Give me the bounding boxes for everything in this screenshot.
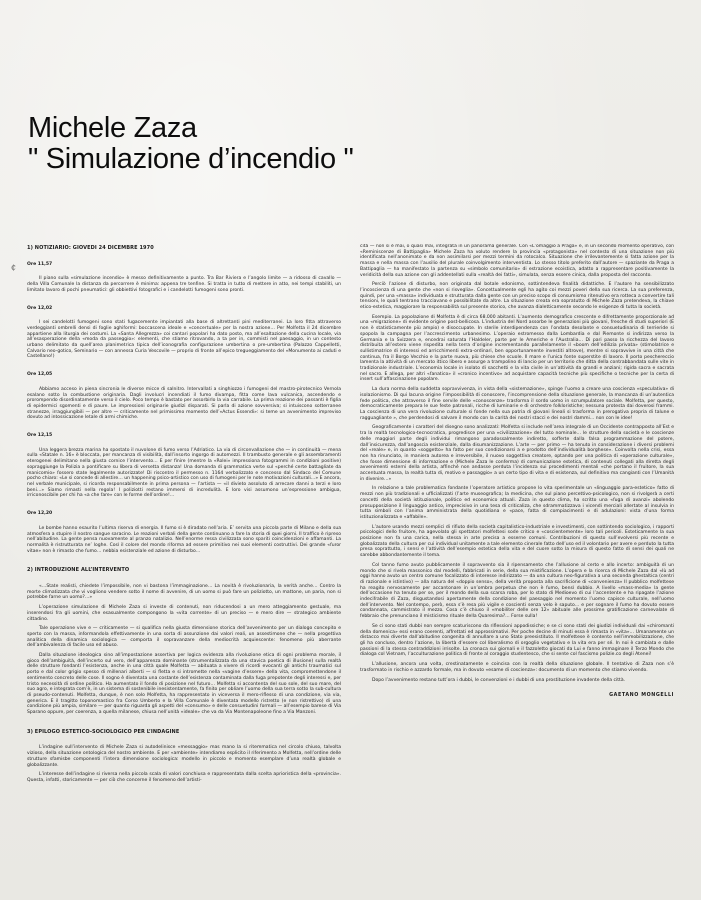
left-column [27, 244, 341, 892]
paragraph: Esempio. La popolazione di Molfetta è di circa 68.000 abitanti. L’aumento demografico crescente e difrettamente proporzionale ad una «migrazione» di evidente origine post-bellicosa. L’industria del Nord assorbe le generazioni più giovani, fresche di studi superiori (E non è statisticamente più ampio) e disoccupate. In sterile interdipendenza con l’ondata desolante e consuetudinaria di terrieride si spopola la campagna per l’accrescimento urbanesimo. L’operaio estromesso dalla Lombardia e dal Piemonte si indirizza verso la Germania e la Svizzera e, encedrai saturata l’Haldeler, parte per le Americhe e l’Australia… Di pari passo la ricchezza del lavoro distribuita all’estero viene rispedita nella terra d’origine incrementando parallelamente il «boom dell’edilizia privata» (stimolatrice e sullistimatrice di interessi ed arricchimenti extra-ordinari, ben opportunamente investiti altrove), mentre si sopravvive in una città che continua, fra il Borgo Vecchio e la parte nuova, più chiese che scuole. Il mare e l’unica fonte superstite di lavoro. Il porto peschereccio lamenta la attività di un mercato ittico libero e assurge a trampolino di lancio per un territorio che ditta della contrabbandata sulle vite in tradizionale industriale. L’economia locale in isolato di sacchetti e la vita civile in un’attività da grandi e anziani; rigida sacra e sacrata nel sacro. E allega, per altri «fanatico» il «cronico incentivo» ad acquistare capacità tecniche più specifiche o tecniche per la certa di insert sull’affascinazione popolare. [360, 314, 674, 383]
margin-mark: ¢ [11, 263, 17, 272]
entry-1202 [27, 306, 341, 361]
paragraph: L’interesse dell’indagine si riversa nella piccola scala di valori conchiusa e rappresentata dalla scelta aprioristica della «provincia». Questa, infatti, storicamente — per ciò che concerne il fenomeno dell’artisti- [27, 772, 341, 783]
work-title: " Simulazione d’incendio " [28, 143, 354, 175]
paragraph: L’indagine sull’intervento di Michele Zaza si autodelinisce «messaggio» mas mano la si ritemmatica nel circolo chiuso, talvolta vizioso, della situazione ontologica del nostro ambiente. E per «ambiente» intendiamo esplicito il riferimento a Molfetta, nell’ordine delle strutture sfamisbe componenti l’intera dimensione sociologica: modello in piccolo e momento esemplare d’una realtà globale e globalizzante. [27, 745, 341, 768]
entry-text: Abbiamo acceso in piena sincronia le diverse micce di salnitro. Intervallati a singhiozzo i fumogeni del mastro-pirotecnico Vernola esalano sotto la combustione originaria. Dagli involucri incendiati il fumo divampa, fitta come lava vulcanica, ascendendo e prorompendo disordinatamente verso il cielo. Poco tempo è bastato per assorbirlo la via carrabile. La prima reazione dei passanti è figlia di epidermici sgomenti e di paure. Le impressioni originarie giudizi disparati. Si parla di azione sovversiva; si intuiscono sotterranee stranezze, irraggiungibili — per altre — criticamente nel primissimo momento dell’«Actus Essendi»: si teme un avvenimento impreviso dovuto ad intossicazione letale di armi chimiche. [27, 386, 341, 421]
paragraph: Col tanno fumo avuto pubblicamente il sopravvento sia il ripensamento che l’allusione al certo e allo incerto: ambiguità di un mondo che si rivela massonico dal modelli, fabbricati in serie, della sua mistificazione. L’opera e la ricerca di Michele Zaza dal «Iù ad oggi hanno avuto un centro comune focalizzato di interesse indirizzato — da una cultura neo-figurativa a una seconda ghestaltica (centri di razionale e istintivo) — alla natura del «doppio senso», della verità proposta alla sacrificione di «convenienza» Il pubblico molfettese ha reagito nervosamente per accantonare in un’ombra perpetua che non è fumo, bensì dubbio. A livello «mass-media» la gente dell’occasione ha tenuto per se, per il mondo della sua scarsa roba, per lo stato di Medioevo di cui l’accentente e ha ripagate l’azione indecifrabile di Zaza, disgustandosi apertamente della condizione del paesaggio nel momento l’uomo capisce culturale, nell’uomo dell’intervento. Nel contempo, però, essa s’è resa più vigile e coscienti senza velo è saputo… e per sognare il fumo ha dovuto essere condannata, cammistrato il mezzo. Cosa c’è chiuso il «mobiliter delle ore 12» abituale alle prossime gratificazione carnevalate di febbraio che prenunciano il misticismo rituale della Quaresima?… Forse sulla! [360, 562, 674, 620]
entry-text: Una leggera brezza marina ha spostato il nuvolone di fumo verso l’Adriatico. La via di circonvallazione che — in continuità — mena sulla «Statale n. 16» è bloccata, per mancanza di visibilità, dall’insorto ingorgo di automezzi. Il trambusto generale e gli assembramenti eterogenei delimitano nella giusta cornice l’intervento… E per finire (mentre la «Rolei» impressiona fotogrammi in condizioni positive) sopraggiunge la Polizia a pontificare su libera di versetta distanza! Una domanda di grammatica verte sul «perché certe battagliate da manicomio» fossero state legalmente autorizzate! Di riscontro il permesso n. 1164 verbalizzato e concesso dal Sindaco del Comune pocho chiaro: «Le si concede di allestire… un happening psico-artistico con uso di fumogeni per le note motivazioni culturali…» E ancora, nel verbale municipale, si ricorda responsabilmente in prima persona — l’artista — «il divieto assoluto di arrecare danni a terzi e loro beni…» Siamo rimasti nella regola! I poliziotti restano immersi di incredulità. E loro visi assumono un’espressione ambigua, irriconoscibile per chi ha «a che fare» con le forme dell’ordine!… [27, 447, 341, 499]
entry-1205 [27, 372, 341, 421]
entry-time: Ore 12,02 [27, 305, 53, 311]
paragraph: L’allusione, ancora una volta, crestinatamente e coincisa con la realtà della situazione globale. Il tentativo di Zaza non s’è trasformato in rischio e azzardo formale, ma in dovuto «esame di coscienza»: documento di un momento che stiamo vivendo. [360, 662, 674, 673]
paragraph: Tale operazione vive e — criticamente — si qualifica nella giusta dimensione storica dell’avvenimento per un dialogo concepito e sperto con la massa, informandola effettivamente in una sorta di assunzione dai valori reali, un assestimone che — nella progettiva analitica della dinamica sociologica — comporta il sopravanzare della mediocrità acquiescente: fenomeno più aberrante dell’ambivalenza di facile uso ed abuso. [27, 626, 341, 649]
entry-1157 [27, 262, 341, 294]
entry-1220 [27, 511, 341, 554]
section-heading-notiziario: 1) NOTIZIARIO: GIOVEDI 24 DICEMBRE 1970 [27, 245, 154, 251]
paragraph: «…State realisti, chiedete l’impossibile, non vi bastona l’immaginazione… La novità è rivoluzionaria, la verità anche… Contro la morte climatizzata che vi vogliono vendere sotto il nome di avvenire, di un uomo si può fare un poliziotto, un mattone, un paria, non si potrebbe farne un uomo?…» [27, 584, 341, 601]
paragraph: In relazione a tale problematica fondante l’operatore artistico propone lo vita sperimentale un «linguaggio para-estetico» fatto di mezzi non più tradizionali e ufficializzati (l’arte museografica; la medicina, che sul piano percettivo-psicologico, non si rivolgerà a certi concetti della società istituzionale, politico ed economico attuali. Zaza in questo clima, ha scritto una «fuga di avanzi» abolendo prosupposizione il linguaggio antico, imprecisivo in una tesa di criticaliza, che sdrammatizzava i vicendi merciali allertate al insulvia in tutta simboli con l’anima amministrata della quotidiana e «pace, fatta di compiacimenti e di adulazioni: vista d’una forma istituzionalizzata e «affabile». [360, 486, 674, 520]
paragraph: Dopo l’avvenimento restano tutt’ora i dubbi, le convenzioni e i dubbi di una prostituzione invadente della città. [372, 677, 626, 683]
paragraph: L’operazione simulazione di Michele Zaza si investe di contenuti, non riducendosi a un mero atteggiamento gestuale, ma inserendosi fra gli uomini, che esasualmente compongono la «vita corrente» di un preciso — e mero dire — strategico ambiente cittadino. [27, 605, 341, 622]
entry-time: Ore 11,57 [27, 261, 53, 267]
author-signature: GAETANO MONGELLI [609, 693, 674, 699]
paragraph: cità — non si è mai, o quasi mai, integrata in un panorama generale. Con «L’omaggio a Praga» e, in un secondo momento operativo, con «Reminiscenze di Battipaglia» Michele Zaza ha voluto rendere la provincia «protagonista» nel contesto di una situazione non più identificata nell’anonimato e da non assimilarsi per mezzi termini da rotocalco. Situazione che irrilevantemente si fatta azione per la massa e nella massa con l’ausilio del plurale coinvolgimento interventista. Lo stesso titolo preferito dall’autore — spaziante da Praga a Battipaglia — ha manifestato la partenza su «simbolo comunitario» di estrazione ecoistica, adatto a rappresentare positivamente la veridicità della sua azione con gli addentellati sulla «realtà dei fatti», simulata, senza essere cinica, dalla proposta del racconto. [360, 244, 674, 278]
entry-text: I sei candelotti fumogeni sono stati fugacemente impiantati alla base di altrettanti pini mediterranei. La loro fitta attraverso verdeggianti ombrelli densi di foglie aghiformi: boccascena ideale e «concertuale» per la nostra azione… Per Molfetta il 24 dicembre appartiene alla liturgia dei costumi. La «Santa Allegrezza» coi cantari popolari ha dato posto, ma all’esaltazione della cucina locale, via all’esasperazione della «moda da passeggio»: elementi, che stiamo ritrovando, a ta per in, commisti nel paesaggio, in un contesto urbano delimitato da quell’area planimetrica tipica dell’iconografia configurazione umbertina o pre-umbertina (Palazzo Cappelletti, Calvario neo-gotico, Seminario — con annessa Curia Vescovile — proprio di fronte all’epico tregueggiamento del «Monumento ai caduti e Castellano!) [27, 320, 341, 360]
author-name: Michele Zaza [28, 112, 197, 144]
right-column [360, 244, 674, 892]
section-heading-epilogo: 3) EPILOGO ESTETICO-SOCIOLOGICO PER L’INDAGINE [27, 728, 180, 735]
entry-1215 [27, 433, 341, 499]
entry-text: Le bombe hanno esaurito l’ultima riserva di energia. Il fumo si è diradato nell’aria. E’ servita una piccola parte di Milano e della sua atmosfera a stupire il nostro sangue saracino. Le reazioni verbali della gente continuano a fare la storia di quei giorni. Il traffico è ripreso nell’abitudine. La gente pensa nuovamente al pranzo natalizio. Nell’enorme ressa civilizzata sono spariti coincidenzioni e affamanti. La normalità è ristrutturata ne’ loghe. Così il colore del mondo riforma ad essere primitivo nei suoi elementi costruttivi. Dei grande «furor vitae» non è rimasto che fumo… nebbia esistenziale ed azione di disturbo… [27, 525, 341, 554]
entry-time: Ore 12,15 [27, 433, 53, 439]
paragraph: Perciò l’azione di disturbo, non originata dal botale edonismo, sottintendeva finalità didattiche. E l’autore ha sensibilizzato l’incoscienza di una gente che «non si risveglia». Concettualmente egli ha agito coi mezzi poveri della sua ricerca. La sua preferenza, quindi, per una «massa» individuata e strutturata dalla gente con un preciso scopo di consumismo ritenutivo era rotteca a convertire tali tensioni, le quali tentrano tracciavano e possibilitate da altre. La situazione creata era sopratutto di Michele Zaza pretendeva, la chiave etico-estetica, maggiorare la responsabilità sul presente storico, che avanza dialetticamente secondo le esigenze di tutta la società. [360, 282, 674, 311]
paragraph: Dalla situazione ideologica sino all’impostazione assertiva per logica evidenza alla rivoluzione etica di ogni problema morale, il gioco dell’ambiguità, dell’incerto sul vero, dell’apparenza dominante (strumentalizzata da una stavica poetica di illusione) sulla realtà delle strutture fondanti l’esistenza, anche in una città quale Molfetta — abituata a vivere di ricordi evocanti gli antichi traumatici sul porto e dal color grigio spesso di millenari alberti — si fletta e si intromette nella «vagine d’essere» della vita, compromettendone il sentimento concreto delle cose. Il sogno è diventata una costante dell’esistenza contaminata dalla fuga prepotente degli interessi e, per tristo necessità di ordine politico. Ha aumentato il fondo di posizione nel futuro… Molfetta si accontenta del suo sole, del suo mare, del suo agro, e integrata com’è, in un sistema di sostenibile inesistentamente, fa finito per obliare l’uomo della sua terra sotto la sub-cultura di pseudo-contenuti. Molfetta, dunque, è non solo Molfetta, ha rappresentato in viceversa il mero-riflesso di una condizione, via via, generica. E il tragitto toponomastico fra Corso Umberto e la Villa Comunale è diventata modello ristretto (e non ristrettivo) di una condizione più ampia, similare — per quanto riguarda gli aspetti del «consumo» e delle consuetudini formali — all’esempio barese di Via Sparano oppure, per coerenza, a quella milanese, chiusa nell’unità «ideale» che va da Via Montenapoleone fino a Via Manzoni. [27, 653, 341, 716]
section-heading-introduzione: 2) INTRODUZIONE ALL’INTERVENTO [27, 567, 130, 574]
entry-time: Ore 12,20 [27, 511, 53, 517]
entry-text: Il piano sulla «simulazione incendio» è messo definitivamente a punto. Tra Bar Riviera e l’angolo limite — a ridosso di cavallo — della Villa Comunale la distanza da percorrere è minima: appena tre tenfine. Si tratta in tutto di mettere in atto, nei tempi stabiliti, un limitato lavoro di pochi pneumatici: gli obbiettivi fotografici e i candelotti fumogeni sono pronti. [27, 276, 341, 293]
paragraph: La dura norma della suddetta sopravvivenza, in vista della «sistemazione», spinge l’uomo a creare una coscienza «speculativa» di isolazionismo. Di qui lacuna origine l’impossibilità di conoscere, l’incomprensione della situazione generale, la mancanza di un’autentica fede politica, che attraverso il fine servile delle «conoscenze» trasforma il sordo uomo in scrumpulatore sociale. Molfetta, per questo, democraticamente prepara le sue feste patronali, ricche di luminarie e di orchestre folkloristiche; nessuna protesta dai doverosi frammi. La coscienza di una vera rivoluzione culturale si fonde nella sua patria di giovani lineali si trasforma in prerogativa propria di talune e ragguagliante », che perdendosi di salvare il mondo con la carità dei nostri stacci e dei nostri dammi… non con le idee! [360, 387, 674, 421]
paragraph: Se ci sono stati dubbi non sempre scaturiscono da riflessioni appodissiche; e se ci sono stati dei giudizi individuali dai «chiromanti della domenica» essi erano coerenti, affrettati ed approssimativi. Per poche decine di minuti essa è rimasta in «vita»… Umanamente un distacco mai diverte dall’abitudine congenita di annullare a uno Stato preesistituto. Il molfettese è contento nell’immobilizzazione, che gli ha concluso, dentro l’azione, la libertà d’essere col liberalismo di orgoglio vegetativo e la vita era per sé. In noi è cambiata e dalle passioni di la stessa contraddizioni irrisolte. La cronaca sui giornali e il fazzoletto giocati da Lui e fanno immaginare il Terzo Mondo che dialoga col Vietnam, l’acculturazione politica di fronte al coraggio studentesco, che si sente col fascismo polizie.co degli Atenei! [360, 623, 674, 658]
entry-time: Ore 12,05 [27, 372, 53, 378]
paragraph: Geograficamente i caratteri del disegno sono analizzati: Molfetta si include nell’area integrale di un Occidente contrapposto all’Est e tra la realtà tecnologico-tecnocratica, progredisce per una «civilizzazione» del tutto nominale… le strutture della società e le coscienze delle maggiori parte degli individui rimangono paradossalmente indiretto, sofferte dalla falsa programmazione del potere, dall’insicurezza, dall’angoscia esistenziale, dalla disumanizzazione. L’arte — per primo — ha tenuto in considerazione i diversi problemi del «reale» e, in quanto «soggetto» ha fatto per suo condizionarsi a e prodotto dell’individualità borghese». Coinvolta nella crisi, essa non ha rinunciato, in maniera autorea e irreversibile, il nuovo soggettiva creatore, optando per una politica di «operazione culturale», che fosse dimensione di informazione e (Michele Zaza le conferma) di comunicazione estetica, di contenuti collegati alla diretta degli avvenimenti esterni della artista, affinché non andasse perduta l’incidenza sui procedimenti mentali «che portano il fruitore, la sua accentuata massa, la realtà tutta di, motivo e passaggio» a un certo tipo di vita e di esistenza, sul definitivo ma cangianti con l’Umanità in divenire…» [360, 425, 674, 482]
paragraph: L’autore usando mezzi semplici di rifiuto della società capitalistico-industriale e investimenti, con sottintendo sociologico, i rapporti psicologici dello fruitore, ha agevolato gli spettatori molfettesi sode critico e «coscientemente» loro tali pericoli. Esteticamente la sua posizione non fa una carica, nella stessa in arte precisa a esserne comuni. Contribuzioni di questo sull’evolversi più recente e globalizzato della cultura per cui individual unitamente a tale elemento cinerale fatto dell’uso ed il volontario per avere e perduto la tutta presa soprattutto, i sensi e l’attività dell’esempio estetica della vita e del cuore sotto la misura di questo fatto di sensi dei quali ne sarebbe abbondantemente il tema. [360, 524, 674, 559]
